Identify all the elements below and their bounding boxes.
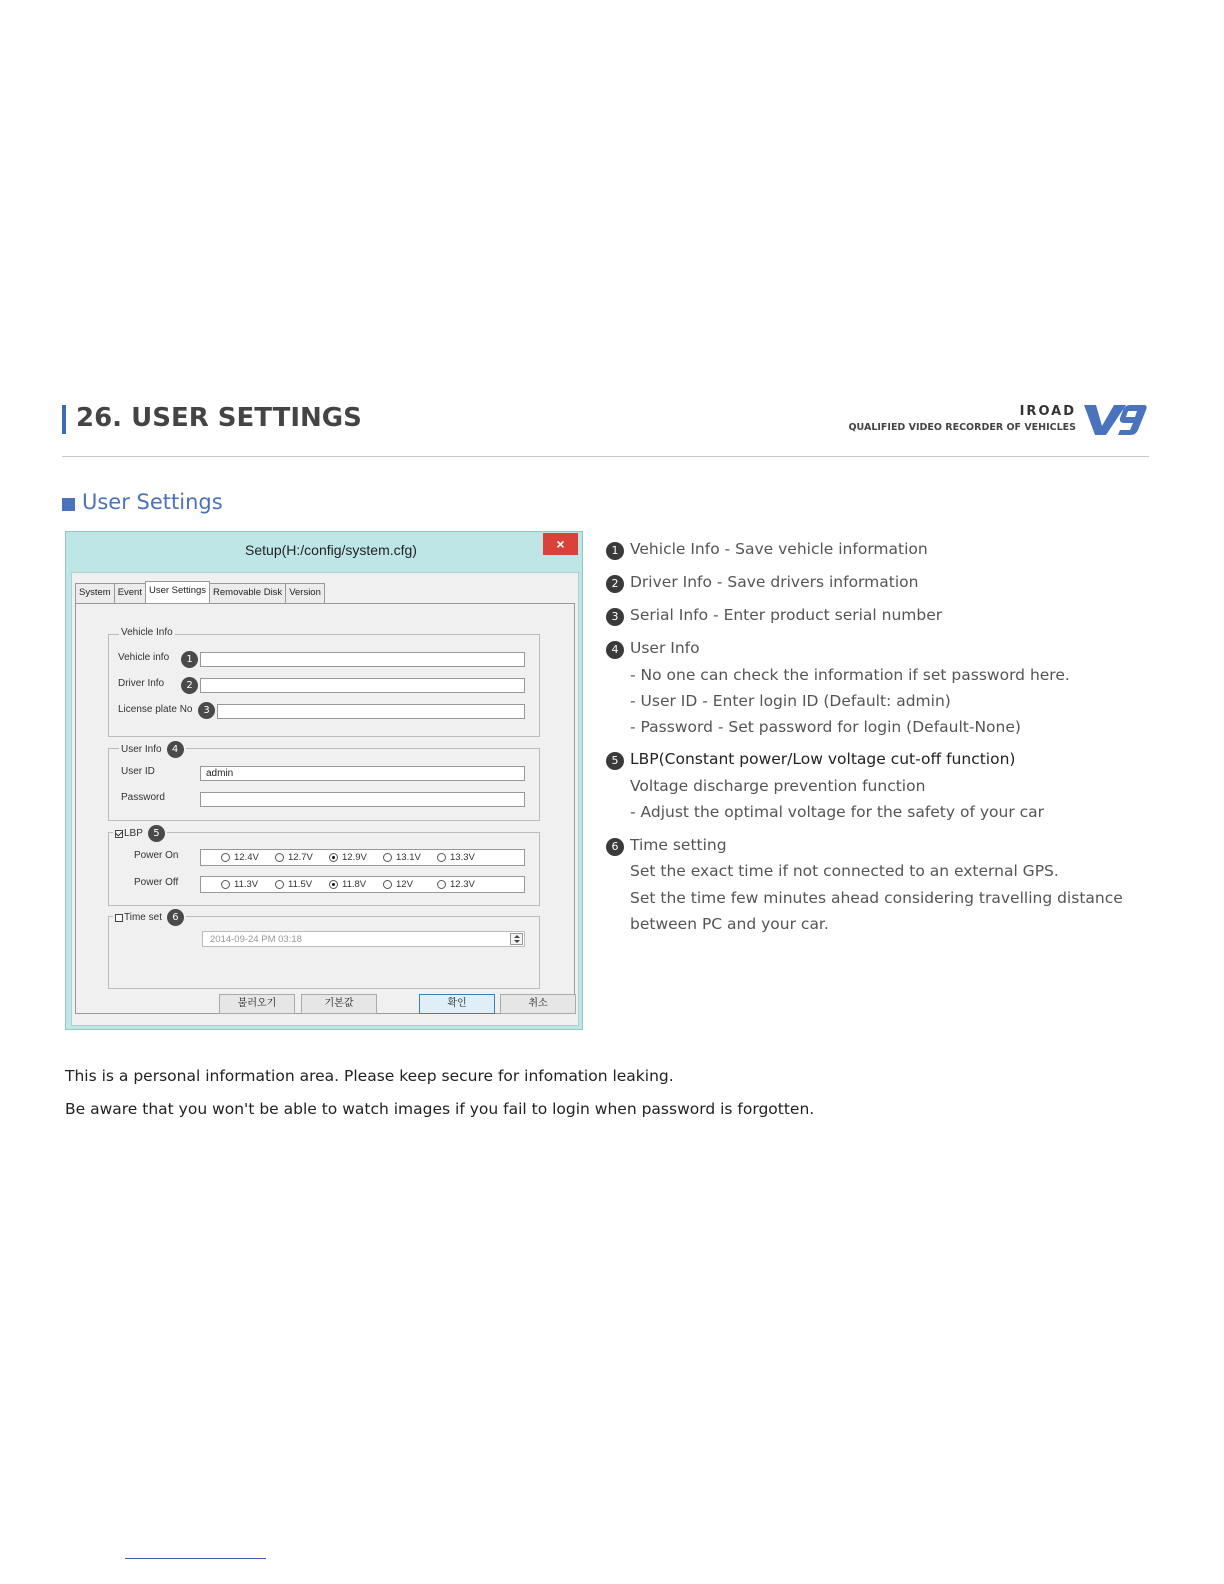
tab-bar xyxy=(75,583,324,603)
option-label: 12.3V xyxy=(450,879,475,890)
datetime-value: 2014-09-24 PM 03:18 xyxy=(210,934,302,945)
radio-icon xyxy=(221,853,230,862)
tab-event[interactable]: Event xyxy=(114,583,146,603)
callout-badge-3: 3 xyxy=(198,702,215,719)
power-on-label: Power On xyxy=(134,850,179,861)
load-button[interactable]: 불러오기 xyxy=(219,994,295,1014)
desc-vehicle-info: Vehicle Info - Save vehicle information xyxy=(630,540,928,558)
time-set-legend-text: Time set xyxy=(124,912,162,923)
desc-user-info-sub: - User ID - Enter login ID (Default: admin) xyxy=(630,692,951,710)
power-off-option[interactable] xyxy=(221,879,258,890)
user-settings-panel xyxy=(75,603,575,1014)
footer-rule xyxy=(125,1558,266,1559)
cancel-button[interactable]: 취소 xyxy=(500,994,576,1014)
desc-time-setting: Time setting xyxy=(630,836,727,854)
v9-logo-icon xyxy=(1082,402,1148,438)
power-on-option[interactable] xyxy=(383,852,421,863)
desc-number-6: 6 xyxy=(606,838,624,856)
desc-serial-info: Serial Info - Enter product serial number xyxy=(630,606,943,624)
option-label: 12.4V xyxy=(234,852,259,863)
option-label: 12.9V xyxy=(342,852,367,863)
power-on-option[interactable] xyxy=(437,852,475,863)
power-on-radio-group xyxy=(200,849,525,866)
section-title: User Settings xyxy=(82,490,223,514)
license-plate-label: License plate No xyxy=(118,704,193,715)
desc-number-2: 2 xyxy=(606,575,624,593)
radio-icon xyxy=(275,880,284,889)
power-on-option[interactable] xyxy=(221,852,259,863)
datetime-picker[interactable] xyxy=(202,931,525,947)
header-divider xyxy=(62,456,1149,457)
lbp-checkbox[interactable] xyxy=(115,830,123,838)
dialog-title: Setup(H:/config/system.cfg) xyxy=(245,542,417,558)
lbp-legend xyxy=(113,825,167,842)
power-on-option[interactable] xyxy=(275,852,313,863)
power-off-option[interactable] xyxy=(329,879,366,890)
radio-selected-icon xyxy=(329,880,338,889)
desc-user-info-sub: - No one can check the information if set password here. xyxy=(630,666,1070,684)
option-label: 11.8V xyxy=(342,879,367,890)
close-button[interactable]: × xyxy=(543,533,578,555)
user-info-group xyxy=(108,744,540,821)
option-label: 11.5V xyxy=(288,879,313,890)
password-warning-note: Be aware that you won't be able to watch images if you fail to login when password is forgotten. xyxy=(65,1100,815,1118)
power-on-option[interactable] xyxy=(329,852,367,863)
callout-badge-2: 2 xyxy=(181,677,198,694)
user-info-legend-text: User Info xyxy=(121,744,162,755)
time-set-group xyxy=(108,912,540,989)
radio-icon xyxy=(221,880,230,889)
section-square-icon xyxy=(62,498,75,511)
option-label: 11.3V xyxy=(234,879,259,890)
power-off-radio-group xyxy=(200,876,525,893)
time-set-legend xyxy=(113,909,186,926)
driver-info-label: Driver Info xyxy=(118,678,165,689)
driver-info-input[interactable] xyxy=(200,678,525,693)
radio-selected-icon xyxy=(329,853,338,862)
radio-icon xyxy=(275,853,284,862)
desc-user-info: User Info xyxy=(630,639,700,657)
vehicle-info-group xyxy=(108,627,540,737)
callout-badge-1: 1 xyxy=(181,651,198,668)
power-off-option[interactable] xyxy=(275,879,312,890)
tab-system[interactable]: System xyxy=(75,583,115,603)
desc-number-1: 1 xyxy=(606,542,624,560)
lbp-group xyxy=(108,828,540,906)
option-label: 13.3V xyxy=(450,852,475,863)
user-id-label: User ID xyxy=(121,766,155,777)
vehicle-info-legend: Vehicle Info xyxy=(121,627,173,638)
option-label: 12V xyxy=(396,879,413,890)
power-off-option[interactable] xyxy=(383,879,413,890)
desc-lbp-sub: Voltage discharge prevention function xyxy=(630,777,926,795)
password-label: Password xyxy=(121,792,165,803)
callout-badge-4: 4 xyxy=(167,741,184,758)
brand-logo-block xyxy=(848,402,1148,442)
power-off-option[interactable] xyxy=(437,879,475,890)
desc-number-3: 3 xyxy=(606,608,624,626)
dialog-body xyxy=(71,572,579,1026)
power-off-label: Power Off xyxy=(134,877,179,888)
callout-badge-6: 6 xyxy=(167,909,184,926)
desc-lbp: LBP(Constant power/Low voltage cut-off function) xyxy=(630,750,1016,768)
time-set-checkbox[interactable] xyxy=(115,914,123,922)
ok-button[interactable]: 확인 xyxy=(419,994,495,1014)
desc-time-setting-sub: between PC and your car. xyxy=(630,915,829,933)
tab-version[interactable]: Version xyxy=(285,583,325,603)
desc-time-setting-sub: Set the time few minutes ahead considering travelling distance xyxy=(630,889,1123,907)
radio-icon xyxy=(437,880,446,889)
option-label: 12.7V xyxy=(288,852,313,863)
desc-user-info-sub: - Password - Set password for login (Default-None) xyxy=(630,718,1021,736)
radio-icon xyxy=(437,853,446,862)
tab-removable-disk[interactable]: Removable Disk xyxy=(209,583,286,603)
desc-lbp-sub: - Adjust the optimal voltage for the safety of your car xyxy=(630,803,1045,821)
brand-tagline: QUALIFIED VIDEO RECORDER OF VEHICLES xyxy=(848,422,1076,433)
page-title: 26. USER SETTINGS xyxy=(76,403,362,433)
setup-dialog xyxy=(65,531,583,1030)
privacy-note: This is a personal information area. Please keep secure for infomation leaking. xyxy=(65,1067,674,1085)
radio-icon xyxy=(383,853,392,862)
tab-user-settings[interactable]: User Settings xyxy=(145,581,210,603)
password-input[interactable] xyxy=(200,792,525,807)
default-button[interactable]: 기본값 xyxy=(301,994,377,1014)
user-id-input[interactable] xyxy=(200,766,525,781)
license-plate-input[interactable] xyxy=(217,704,525,719)
user-info-legend xyxy=(119,741,186,758)
vehicle-info-input[interactable] xyxy=(200,652,525,667)
brand-name: IROAD xyxy=(1019,404,1076,419)
header-accent-bar xyxy=(62,405,66,434)
desc-number-5: 5 xyxy=(606,752,624,770)
desc-time-setting-sub: Set the exact time if not connected to an external GPS. xyxy=(630,862,1059,880)
lbp-legend-text: LBP xyxy=(124,828,143,839)
radio-icon xyxy=(383,880,392,889)
spin-updown-icon[interactable] xyxy=(510,933,523,945)
desc-number-4: 4 xyxy=(606,641,624,659)
desc-driver-info: Driver Info - Save drivers information xyxy=(630,573,919,591)
callout-badge-5: 5 xyxy=(148,825,165,842)
option-label: 13.1V xyxy=(396,852,421,863)
vehicle-info-label: Vehicle info xyxy=(118,652,170,663)
